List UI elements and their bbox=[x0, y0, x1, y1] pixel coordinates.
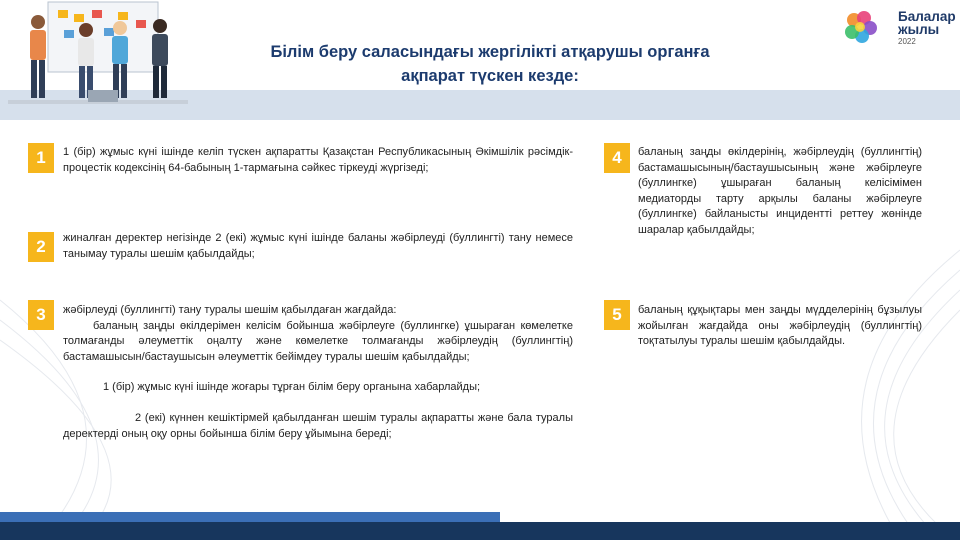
logo-text bbox=[898, 10, 956, 36]
footer-band bbox=[0, 522, 960, 540]
team-illustration bbox=[8, 0, 188, 120]
step-3-paragraph-4: 2 (екі) күннен кешіктірмей қабылданған шешім туралы ақпаратты және бала туралы деректерді оның оқу орны бойынша білім беру ұйымына береді; bbox=[63, 411, 573, 440]
step-3-paragraph-1: жәбірлеуді (буллингті) тану туралы шешім қабылдаған жағдайда: bbox=[63, 304, 397, 316]
logo-line-2: жылы bbox=[898, 22, 940, 37]
step-number-1: 1 bbox=[28, 143, 54, 173]
step-number-3: 3 bbox=[28, 300, 54, 330]
title-line-2: ақпарат түскен кезде: bbox=[401, 67, 579, 85]
step-number-2: 2 bbox=[28, 232, 54, 262]
page-title bbox=[205, 40, 775, 88]
step-2-paragraph: жиналған деректер негізінде 2 (екі) жұмыс күні ішінде баланы жәбірлеуді (буллингті) тану немесе танымау туралы шешім қабылдайды; bbox=[63, 232, 573, 260]
step-number-5: 5 bbox=[604, 300, 630, 330]
footer-accent-band bbox=[0, 512, 500, 522]
step-1-paragraph: 1 (бір) жұмыс күні ішінде келіп түскен ақпаратты Қазақстан Республикасының Әкімшілік рәсімдік-процестік кодексінің 64-бабының 1-тармағына сәйкес тіркеуді жүргізеді; bbox=[63, 146, 573, 174]
logo-line-1: Балалар bbox=[898, 9, 956, 24]
step-text-5 bbox=[638, 303, 922, 350]
step-text-4 bbox=[638, 145, 922, 239]
step-text-2 bbox=[63, 231, 573, 262]
step-text-1 bbox=[63, 145, 573, 176]
step-5-paragraph: баланың құқықтары мен заңды мүдделерінің бұзылуы жойылған жағдайда оны жәбірлеудің (буллингтің) тоқтатылуы туралы шешім қабылдайды. bbox=[638, 304, 922, 348]
step-number-4: 4 bbox=[604, 143, 630, 173]
step-4-paragraph: баланың заңды өкілдерінің, жәбірлеудің (буллингтің) бастамашысының/бастаушысының және жәбірлеуге (буллингке) ұшыраған баланың келісімімен медиаторды тарту арқылы баланы жәбірлеуге (буллингке) байланысты инциденттi реттеу жөнінде шаралар қабылдайды; bbox=[638, 146, 922, 236]
step-text-3 bbox=[63, 303, 573, 442]
step-3-paragraph-3: 1 (бір) жұмыс күні ішінде жоғары тұрған білім беру органына хабарлайды; bbox=[103, 381, 481, 394]
title-line-1: Білім беру саласындағы жергілікті атқарушы органға bbox=[270, 43, 710, 61]
step-3-paragraph-2: баланың заңды өкілдерімен келісім бойынша жәбірлеуге (буллингке) ұшыраған көмелетке толмағанды әлеуметтік оңалту және көмелетке толмағанды жәбірлеудің (буллингтің) бастамашысын/бастаушысын әлеуметтік бейімдеу туралы шешім қабылдайды; bbox=[63, 319, 573, 363]
logo-year: 2022 bbox=[898, 37, 916, 46]
